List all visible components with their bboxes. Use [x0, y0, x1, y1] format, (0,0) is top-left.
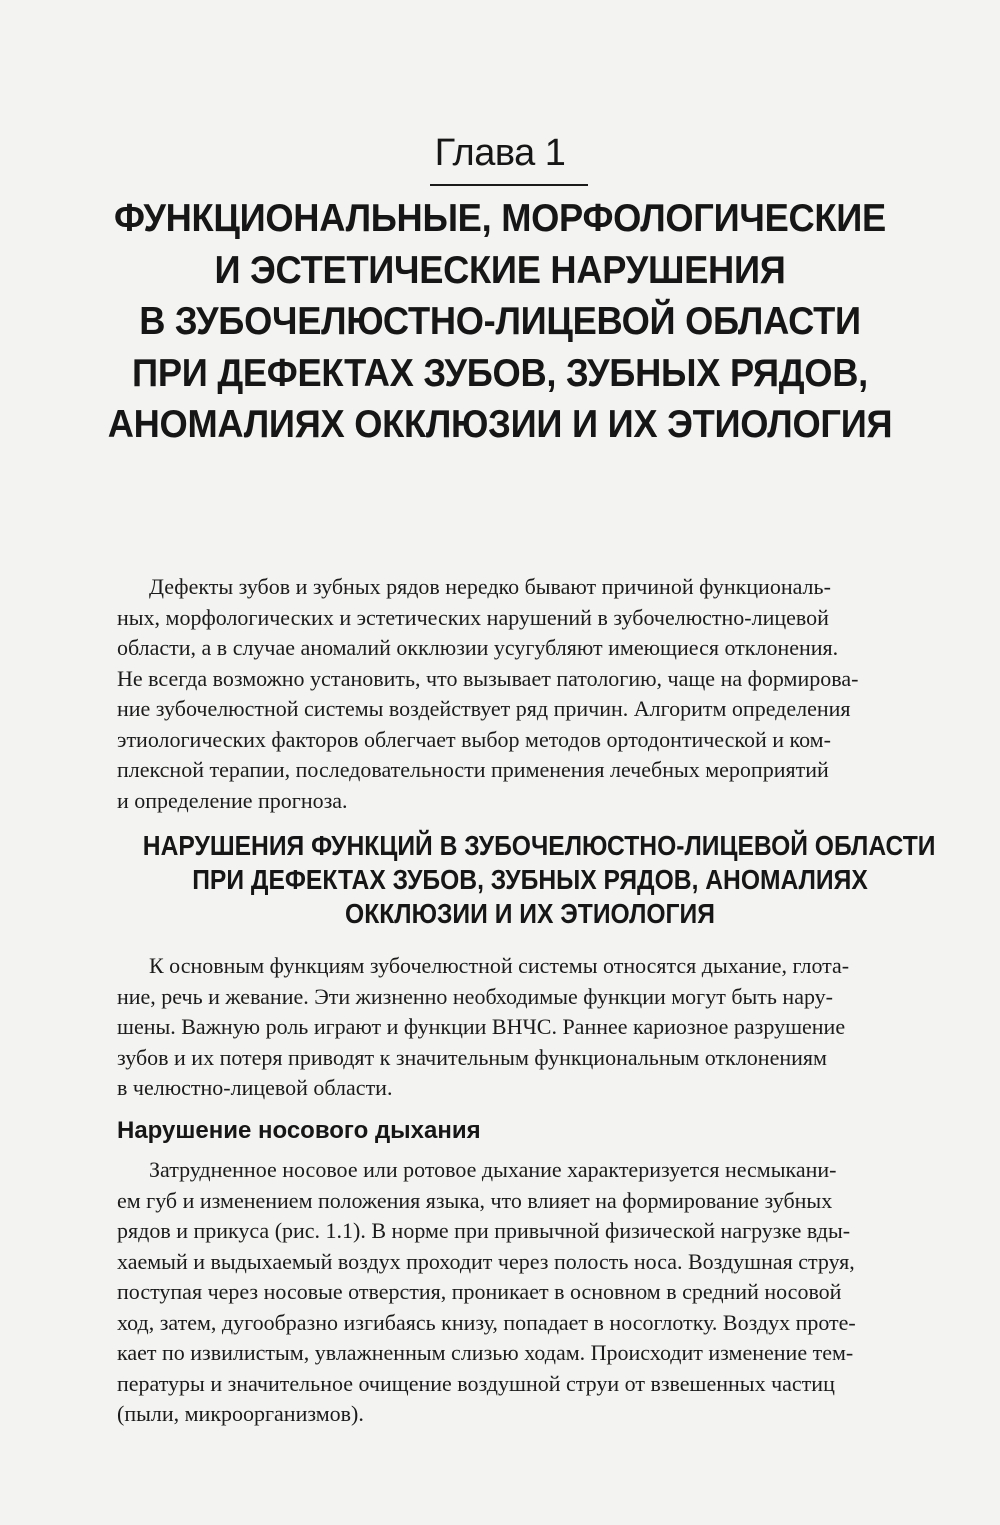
chapter-underline: [430, 184, 588, 186]
text-line: этиологических факторов облегчает выбор методов ортодонтической и ком-: [117, 726, 831, 752]
text-line: Затрудненное носовое или ротовое дыхание характеризуется несмыкани-: [149, 1157, 837, 1182]
section-title-line: ОККЛЮЗИИ И ИХ ЭТИОЛОГИЯ: [345, 898, 715, 929]
text-line: ных, морфологических и эстетических нарушений в зубочелюстно-лицевой: [117, 604, 829, 630]
text-line: (пыли, микроорганизмов).: [117, 1401, 364, 1426]
text-line: плексной терапии, последовательности применения лечебных мероприятий: [117, 757, 829, 782]
chapter-title-line: ФУНКЦИОНАЛЬНЫЕ, МОРФОЛОГИЧЕСКИЕ: [114, 197, 886, 240]
text-line: зубов и их потеря приводят к значительным функциональным отклонениям: [117, 1044, 827, 1070]
chapter-title-line: И ЭСТЕТИЧЕСКИЕ НАРУШЕНИЯ: [214, 248, 786, 292]
text-line: шены. Важную роль играют и функции ВНЧС. Раннее кариозное разрушение: [117, 1014, 846, 1039]
text-line: К основным функциям зубочелюстной системы относятся дыхание, глота-: [149, 953, 850, 978]
text-line: ние зубочелюстной системы воздействует ряд причин. Алгоритм определения: [117, 696, 851, 721]
subsection-title: Нарушение носового дыхания: [117, 1117, 481, 1144]
text-line: в челюстно-лицевой области.: [117, 1075, 393, 1100]
text-line: кает по извилистым, увлажненным слизью ходам. Происходит изменение тем-: [117, 1340, 854, 1365]
subsection-paragraph: [117, 1155, 947, 1430]
text-line: ние, речь и жевание. Эти жизненно необходимые функции могут быть нару-: [117, 983, 834, 1009]
chapter-title-line: ПРИ ДЕФЕКТАХ ЗУБОВ, ЗУБНЫХ РЯДОВ,: [132, 351, 868, 395]
text-line: ход, затем, дугообразно изгибаясь книзу, попадает в носоглотку. Воздух проте-: [117, 1309, 856, 1335]
text-line: ем губ и изменением положения языка, что влияет на формирование зубных: [117, 1187, 833, 1213]
intro-paragraph: [117, 572, 947, 816]
chapter-title-line: АНОМАЛИЯХ ОККЛЮЗИИ И ИХ ЭТИОЛОГИЯ: [107, 403, 893, 446]
chapter-title: [91, 193, 909, 451]
section-title-line: НАРУШЕНИЯ ФУНКЦИЙ В ЗУБОЧЕЛЮСТНО-ЛИЦЕВОЙ ОБЛАСТИ: [142, 830, 936, 861]
section-title: [142, 829, 936, 931]
text-line: хаемый и выдыхаемый воздух проходит через полость носа. Воздушная струя,: [117, 1248, 855, 1274]
chapter-title-line: В ЗУБОЧЕЛЮСТНО-ЛИЦЕВОЙ ОБЛАСТИ: [139, 300, 861, 343]
section-paragraph: [117, 951, 947, 1104]
text-line: области, а в случае аномалий окклюзии усугубляют имеющиеся отклонения.: [117, 635, 839, 660]
text-line: пературы и значительное очищение воздушной струи от взвешенных частиц: [117, 1370, 835, 1396]
text-line: Дефекты зубов и зубных рядов нередко бывают причиной функциональ-: [149, 574, 831, 599]
text-line: и определение прогноза.: [117, 787, 348, 813]
text-line: Не всегда возможно установить, что вызывает патологию, чаще на формирова-: [117, 665, 859, 691]
text-line: поступая через носовые отверстия, проникает в основном в средний носовой: [117, 1279, 842, 1304]
section-title-line: ПРИ ДЕФЕКТАХ ЗУБОВ, ЗУБНЫХ РЯДОВ, АНОМАЛИЯХ: [192, 864, 868, 895]
text-line: рядов и прикуса (рис. 1.1). В норме при привычной физической нагрузке вды-: [117, 1218, 851, 1243]
chapter-label: Глава 1: [434, 132, 566, 174]
